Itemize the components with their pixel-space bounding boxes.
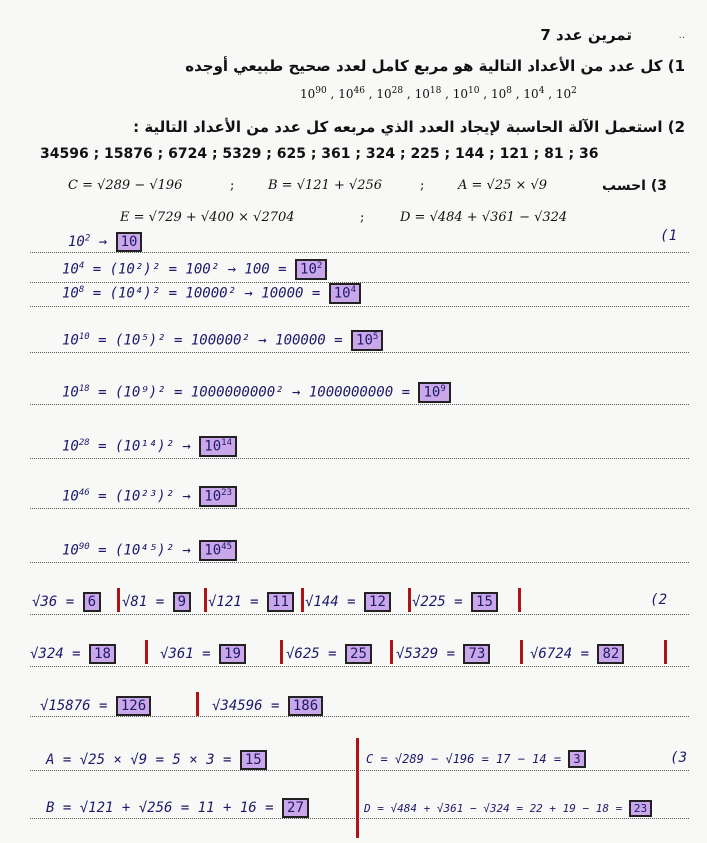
answer-box: 15 — [471, 592, 498, 612]
sqrt-item: √6724 = 82 — [530, 644, 624, 664]
answer-box: 73 — [463, 644, 490, 664]
rule-line — [30, 306, 689, 307]
part3-label: (3 — [670, 750, 687, 766]
answer-box: 6 — [83, 592, 101, 612]
answer-box: $10^{14}$ — [199, 436, 237, 457]
separator-bar — [280, 640, 283, 664]
part1-label: (1 — [660, 228, 677, 244]
answer-row-7: $10^{46} = (10^{23})^2 \to 10^{23}$ — [62, 486, 237, 507]
q3-sep-2: ; — [230, 178, 235, 193]
answer-box: $10^{45}$ — [199, 540, 237, 561]
rule-line — [30, 252, 689, 253]
answer-box: $10^5$ — [351, 330, 383, 351]
answer-row-2: $10^4 = (10^2)^2 = 100^2 \to 100 = 10^2$ — [62, 259, 327, 280]
answer-d: D = √484 + √361 − √324 = 22 + 19 − 18 = 23 — [364, 800, 652, 817]
sqrt-item: √34596 = 186 — [212, 696, 323, 716]
answer-box: 23 — [629, 800, 652, 817]
q2-text: 2) استعمل الآلة الحاسبة لإيجاد العدد الذي مربعه كل عدد من الأعداد التالية : — [133, 118, 685, 136]
answer-box: $10^{23}$ — [199, 486, 237, 507]
answer-row-4: $10^{10} = (10^5)^2 = 100000^2 \to 100000 = 10^5$ — [62, 330, 383, 351]
answer-box: 19 — [219, 644, 246, 664]
answer-box: 186 — [288, 696, 323, 716]
exercise-title: تمرين عدد 7 — [540, 26, 632, 44]
answer-box: 9 — [173, 592, 191, 612]
answer-row-1: $10^2 \to 10$ — [68, 232, 142, 252]
q3-label: 3) احسب — [602, 178, 667, 194]
rule-line — [30, 614, 689, 615]
answer-box: $10^2$ — [295, 259, 327, 280]
separator-bar — [518, 588, 521, 612]
rule-line — [30, 716, 689, 717]
separator-bar — [390, 640, 393, 664]
q3-expr-c: C = √289 − √196 — [68, 178, 183, 193]
q3-expr-e: E = √729 + √400 × √2704 — [120, 210, 295, 225]
rule-line — [30, 352, 689, 353]
q2-numbers: 34596 ; 15876 ; 6724 ; 5329 ; 625 ; 361 ; 324 ; 225 ; 144 ; 121 ; 81 ; 36 — [40, 146, 599, 162]
sqrt-item: √81 = 9 — [122, 592, 191, 612]
rule-line — [30, 458, 689, 459]
sqrt-item: √361 = 19 — [160, 644, 246, 664]
answer-box: $10^4$ — [329, 283, 361, 304]
answer-box: 82 — [597, 644, 624, 664]
q3-sep-3: ; — [360, 210, 365, 225]
rule-line — [30, 770, 689, 771]
separator-bar — [301, 588, 304, 612]
answer-box: 11 — [267, 592, 294, 612]
answer-box: 12 — [364, 592, 391, 612]
separator-bar — [145, 640, 148, 664]
sqrt-item: √15876 = 126 — [40, 696, 151, 716]
sqrt-item: √324 = 18 — [30, 644, 116, 664]
answer-box: 27 — [282, 798, 309, 818]
q1-text: 1) كل عدد من الأعداد التالية هو مربع كامل لعدد صحيح طبيعي أوجده — [185, 57, 685, 75]
separator-bar — [408, 588, 411, 612]
answer-row-3: $10^8 = (10^4)^2 = 10000^2 \to 10000 = 10^4$ — [62, 283, 361, 304]
answer-row-6: $10^{28} = (10^{14})^2 \to 10^{14}$ — [62, 436, 237, 457]
part2-label: (2 — [650, 592, 667, 608]
q3-expr-a: A = √25 × √9 — [458, 178, 548, 193]
rule-line — [30, 818, 689, 819]
separator-bar — [204, 588, 207, 612]
dots-mark: .. — [678, 30, 685, 41]
answer-a: A = √25 × √9 = 5 × 3 = 15 — [46, 750, 267, 770]
answer-box: 10 — [116, 232, 143, 252]
separator-bar — [664, 640, 667, 664]
rule-line — [30, 666, 689, 667]
sqrt-item: √225 = 15 — [412, 592, 498, 612]
rule-line — [30, 404, 689, 405]
rule-line — [30, 562, 689, 563]
answer-box: 18 — [89, 644, 116, 664]
q3-sep-1: ; — [420, 178, 425, 193]
separator-bar — [356, 738, 359, 838]
q3-expr-b: B = √121 + √256 — [268, 178, 383, 193]
sqrt-item: √625 = 25 — [286, 644, 372, 664]
answer-b: B = √121 + √256 = 11 + 16 = 27 — [46, 798, 309, 818]
sqrt-item: √121 = 11 — [208, 592, 294, 612]
separator-bar — [196, 692, 199, 716]
separator-bar — [117, 588, 120, 612]
answer-box: 3 — [568, 750, 585, 768]
answer-row-8: $10^{90} = (10^{45})^2 \to 10^{45}$ — [62, 540, 237, 561]
answer-box: $10^9$ — [418, 382, 450, 403]
sqrt-item: √36 = 6 — [32, 592, 101, 612]
sqrt-item: √5329 = 73 — [396, 644, 490, 664]
rule-line — [30, 508, 689, 509]
answer-box: 15 — [240, 750, 267, 770]
separator-bar — [520, 640, 523, 664]
answer-c: C = √289 − √196 = 17 − 14 = 3 — [366, 750, 586, 768]
q3-expr-d: D = √484 + √361 − √324 — [400, 210, 568, 225]
answer-box: 25 — [345, 644, 372, 664]
answer-row-5: $10^{18} = (10^9)^2 = 1000000000^2 \to 1000000000 = 10^9$ — [62, 382, 451, 403]
q1-powers: $10^{90}$ , $10^{46}$ , $10^{28}$ , $10^{18}$ , $10^{10}$ , $10^8$ , $10^4$ , $10^2$ — [300, 86, 577, 101]
answer-box: 126 — [116, 696, 151, 716]
sqrt-item: √144 = 12 — [305, 592, 391, 612]
